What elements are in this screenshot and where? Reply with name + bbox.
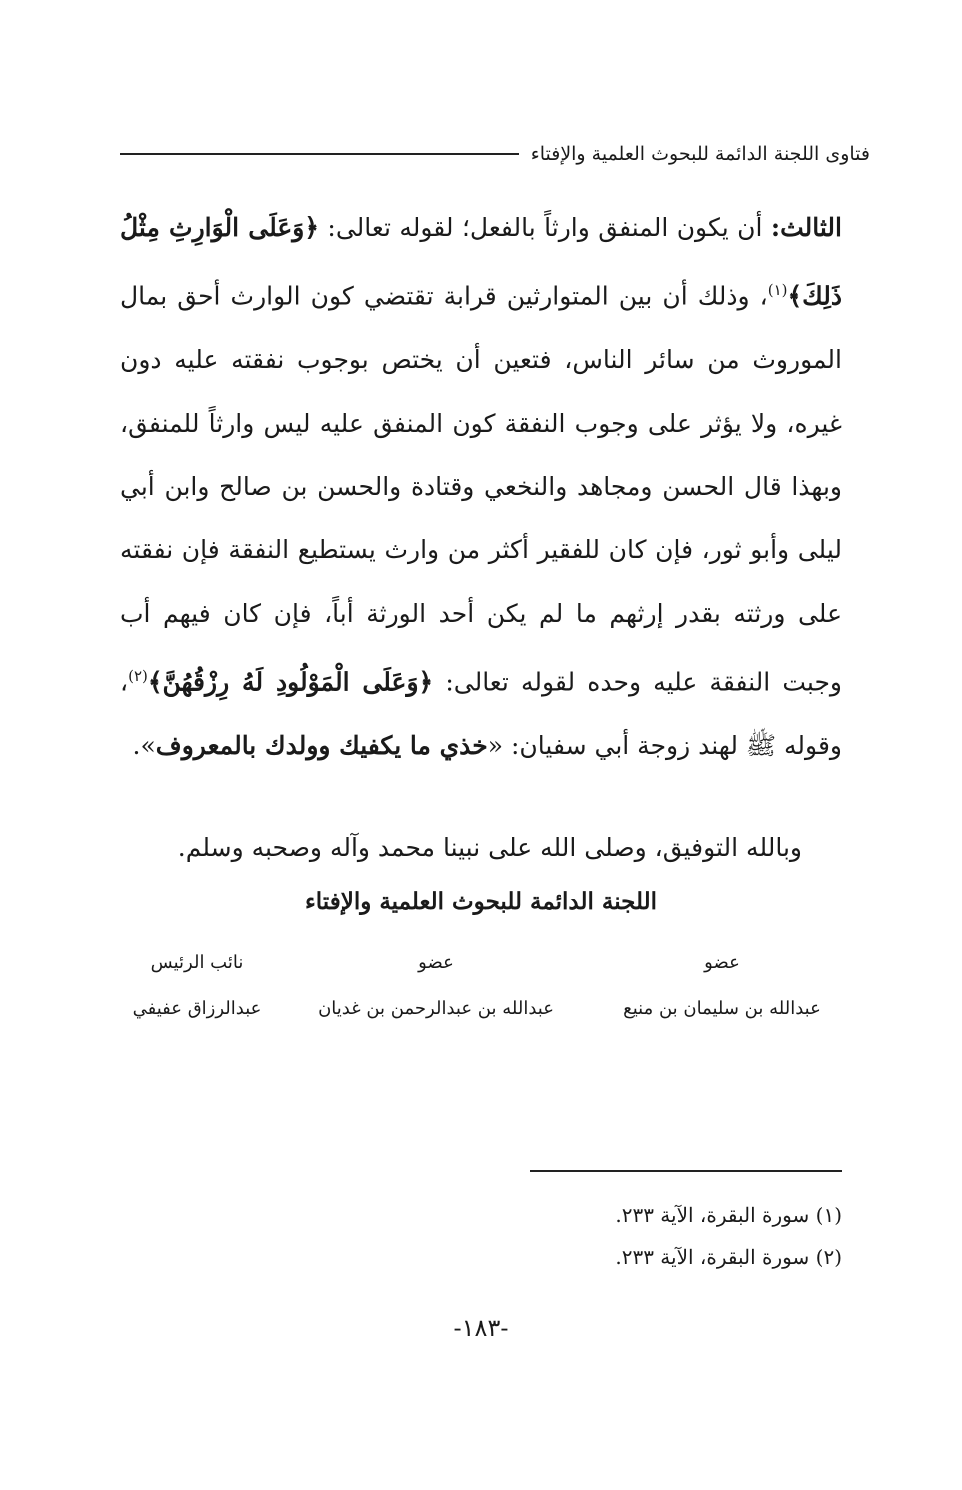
signatures (120, 940, 842, 1020)
body-segment: ، وذلك أن بين المتوارثين قرابة تقتضي كون الوارث أحق بمال الموروث من سائر الناس، فتعين أن يختص بوجوب نفقته عليه دون غيره، ولا يؤثر على وجوب النفقة كون المنفق عليه ليس وارثاً للمنفق، وبهذا قال الحسن ومجاهد والنخعي وقتادة والحسن بن صالح وابن أبي ليلى وأبو ثور، فإن كان للفقير أكثر من وارث يستطيع النفقة فإن نفقته على ورثته بقدر إرثهم ما لم يكن أحد الورثة أباً، فإن كان فيهم أب وجبت النفقة عليه وحده لقوله تعالى: (120, 281, 842, 697)
running-header-title: فتاوى اللجنة الدائمة للبحوث العلمية والإفتاء (530, 143, 870, 165)
footnote-ref: (١) (767, 281, 788, 300)
quran-verse: ﴿وَعَلَى الْمَوْلُودِ لَهُ رِزْقُهُنَّ﴾ (147, 667, 434, 697)
body-paragraph (120, 196, 842, 777)
hadith-quote: خذي ما يكفيك وولدك بالمعروف (155, 730, 488, 760)
signatory-role: نائب الرئيس (150, 952, 244, 973)
body-segment: ». (132, 730, 156, 760)
header-rule (120, 153, 519, 155)
closing-line: وبالله التوفيق، وصلى الله على نبينا محمد وآله وصحبه وسلم. (177, 833, 802, 862)
footnote-rule (530, 1170, 842, 1172)
body-segment: أن يكون المنفق وارثاً بالفعل؛ لقوله تعالى: (319, 213, 771, 242)
page-number: -١٨٣- (453, 1314, 509, 1342)
fatwa-body (120, 196, 842, 777)
running-header (120, 138, 870, 170)
signatory (602, 940, 842, 1032)
body-segment: ، وقوله ﷺ لهند زوجة أبي سفيان: « (120, 667, 842, 760)
signatory-name: عبدالله بن عبدالرحمن بن غديان (318, 998, 554, 1019)
signatory (306, 940, 566, 1032)
footnote: (٢) سورة البقرة، الآية ٢٣٣. (615, 1245, 842, 1269)
quran-verse: ﴿وَعَلَى الْوَارِثِ مِثْلُ ذَلِكَ﴾ (120, 213, 842, 311)
footnote: (١) سورة البقرة، الآية ٢٣٣. (615, 1203, 842, 1227)
signatory-name: عبدالله بن سليمان بن منيع (623, 998, 821, 1019)
signatory-role: عضو (418, 952, 454, 973)
footnote-ref: (٢) (128, 667, 148, 686)
committee-name: اللجنة الدائمة للبحوث العلمية والإفتاء (304, 888, 658, 915)
footnotes (342, 1194, 842, 1278)
point-label: الثالث: (770, 213, 842, 242)
signatory-role: عضو (704, 952, 740, 973)
signatory-name: عبدالرزاق عفيفي (132, 998, 262, 1019)
signatory (112, 940, 282, 1032)
